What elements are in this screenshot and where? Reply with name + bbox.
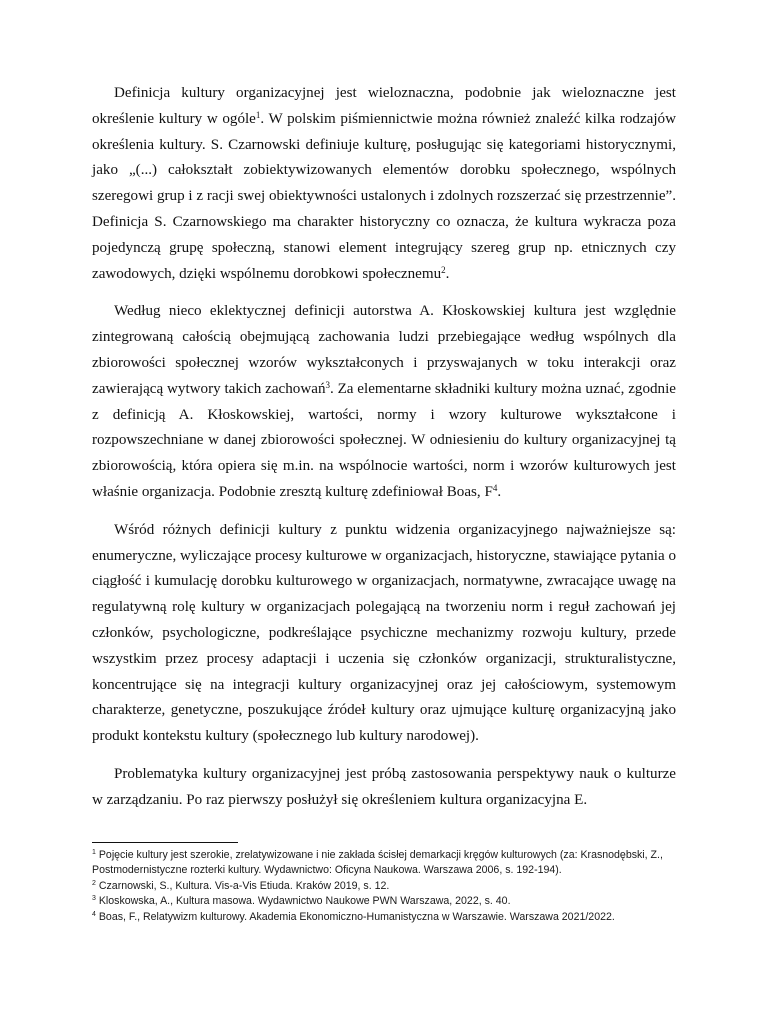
- footnote-text: Kloskowska, A., Kultura masowa. Wydawnictwo Naukowe PWN Warszawa, 2022, s. 40.: [98, 895, 511, 908]
- footnote-separator: [92, 842, 238, 843]
- footnote-reference: 4: [492, 482, 498, 493]
- footnote-number: 4: [92, 910, 96, 918]
- footnote-text: Czarnowski, S., Kultura. Vis-a-Vis Etiuda. Kraków 2019, s. 12.: [98, 879, 390, 892]
- footnote-number: 2: [92, 879, 96, 887]
- paragraph-text: . Za elementarne składniki kultury można uznać, zgodnie z definicją A. Kłoskowskiej, wartości, normy i wzory kulturowe wykształcone i rozpowszechniane w danej zbiorowości społecznej. W odniesieniu do kultury organizacyjnej tą zbiorowością, która opiera się m.in. na wspólnocie wartości, norm i wzorów kulturowych jest właśnie organizacja. Podobnie zresztą kulturę zdefiniował Boas, F: [92, 380, 676, 500]
- paragraph-text: Według nieco eklektycznej definicji autorstwa A. Kłoskowskiej kultura jest względnie zintegrowaną całością obejmującą zachowania ludzi przebiegające według wspólnych dla zbiorowości społecznej wzorów wykształconych i przyswajanych w toku interakcji oraz zawierającą wytwory takich zachowań: [92, 303, 676, 397]
- footnote-text: Pojęcie kultury jest szerokie, zrelatywizowane i nie zakłada ścisłej demarkacji kręgów kulturowych (za: Krasnodębski, Z., Postmodernistyczne rozterki kultury. Wydawnictwo: Oficyna Naukowa. Warszawa 2006, s. 192-194).: [92, 849, 663, 877]
- body-paragraph: [92, 762, 676, 814]
- footnote: [92, 848, 680, 879]
- body-paragraph: [92, 299, 676, 505]
- body-text: [92, 81, 676, 826]
- footnotes: [92, 848, 680, 925]
- footnote: [92, 879, 680, 894]
- body-paragraph: [92, 518, 676, 750]
- footnote-reference: 1: [255, 109, 261, 120]
- paragraph-text: . W polskim piśmiennictwie można również znaleźć kilka rodzajów określenia kultury. S. Czarnowski definiuje kulturę, posługując się kategoriami historycznymi, jako „(...) całokształt zobiektywizowanych elementów dorobku społecznego, wspólnych szeregowi grup i z racji swej obiektywności ustalonych i zdolnych rozszerzać się przestrzennie”. Definicja S. Czarnowskiego ma charakter historyczny co oznacza, że kultura wykracza poza pojedynczą grupę społeczną, stanowi element integrujący szereg grup np. etnicznych czy zawodowych, dzięki wspólnemu dorobkowi społecznemu: [92, 110, 676, 282]
- footnote: [92, 910, 680, 925]
- footnote: [92, 894, 680, 909]
- paragraph-text: Problematyka kultury organizacyjnej jest próbą zastosowania perspektywy nauk o kulturze w zarządzaniu. Po raz pierwszy posłużył się określeniem kultura organizacyjna E.: [92, 765, 676, 808]
- footnote-reference: 2: [441, 264, 446, 275]
- paragraph-text: .: [445, 265, 450, 282]
- footnote-reference: 3: [325, 379, 330, 390]
- footnote-number: 1: [92, 849, 96, 856]
- paragraph-text: Definicja kultury organizacyjnej jest wieloznaczna, podobnie jak wieloznaczne jest określenie kultury w ogóle: [92, 85, 676, 127]
- footnote-number: 3: [92, 895, 96, 903]
- paragraph-text: Wśród różnych definicji kultury z punktu widzenia organizacyjnego najważniejsze są: enumeryczne, wyliczające procesy kulturowe w organizacjach, historyczne, stawiające pytania o ciągłość i kumulację dorobku kulturowego w organizacjach, normatywne, zwracające uwagę na regulatywną rolę kultury w organizacjach polegającą na tworzeniu norm i reguł zachowań jej członków, psychologiczne, podkreślające psychiczne mechanizmy rozwoju kultury, przede wszystkim przez procesy adaptacji i uczenia się członków organizacji, strukturalistyczne, koncentrujące się na integracji kultury organizacyjnej oraz jej całościowym, systemowym charakterze, genetyczne, poszukujące źródeł kultury oraz ujmujące kulturę organizacyjną jako produkt kontekstu kultury (społecznego lub kultury narodowej).: [92, 521, 676, 745]
- body-paragraph: [92, 81, 676, 287]
- paragraph-text: .: [497, 483, 502, 500]
- footnote-text: Boas, F., Relatywizm kulturowy. Akademia Ekonomiczno-Humanistyczna w Warszawie. Warszawa 2021/2022.: [98, 910, 615, 923]
